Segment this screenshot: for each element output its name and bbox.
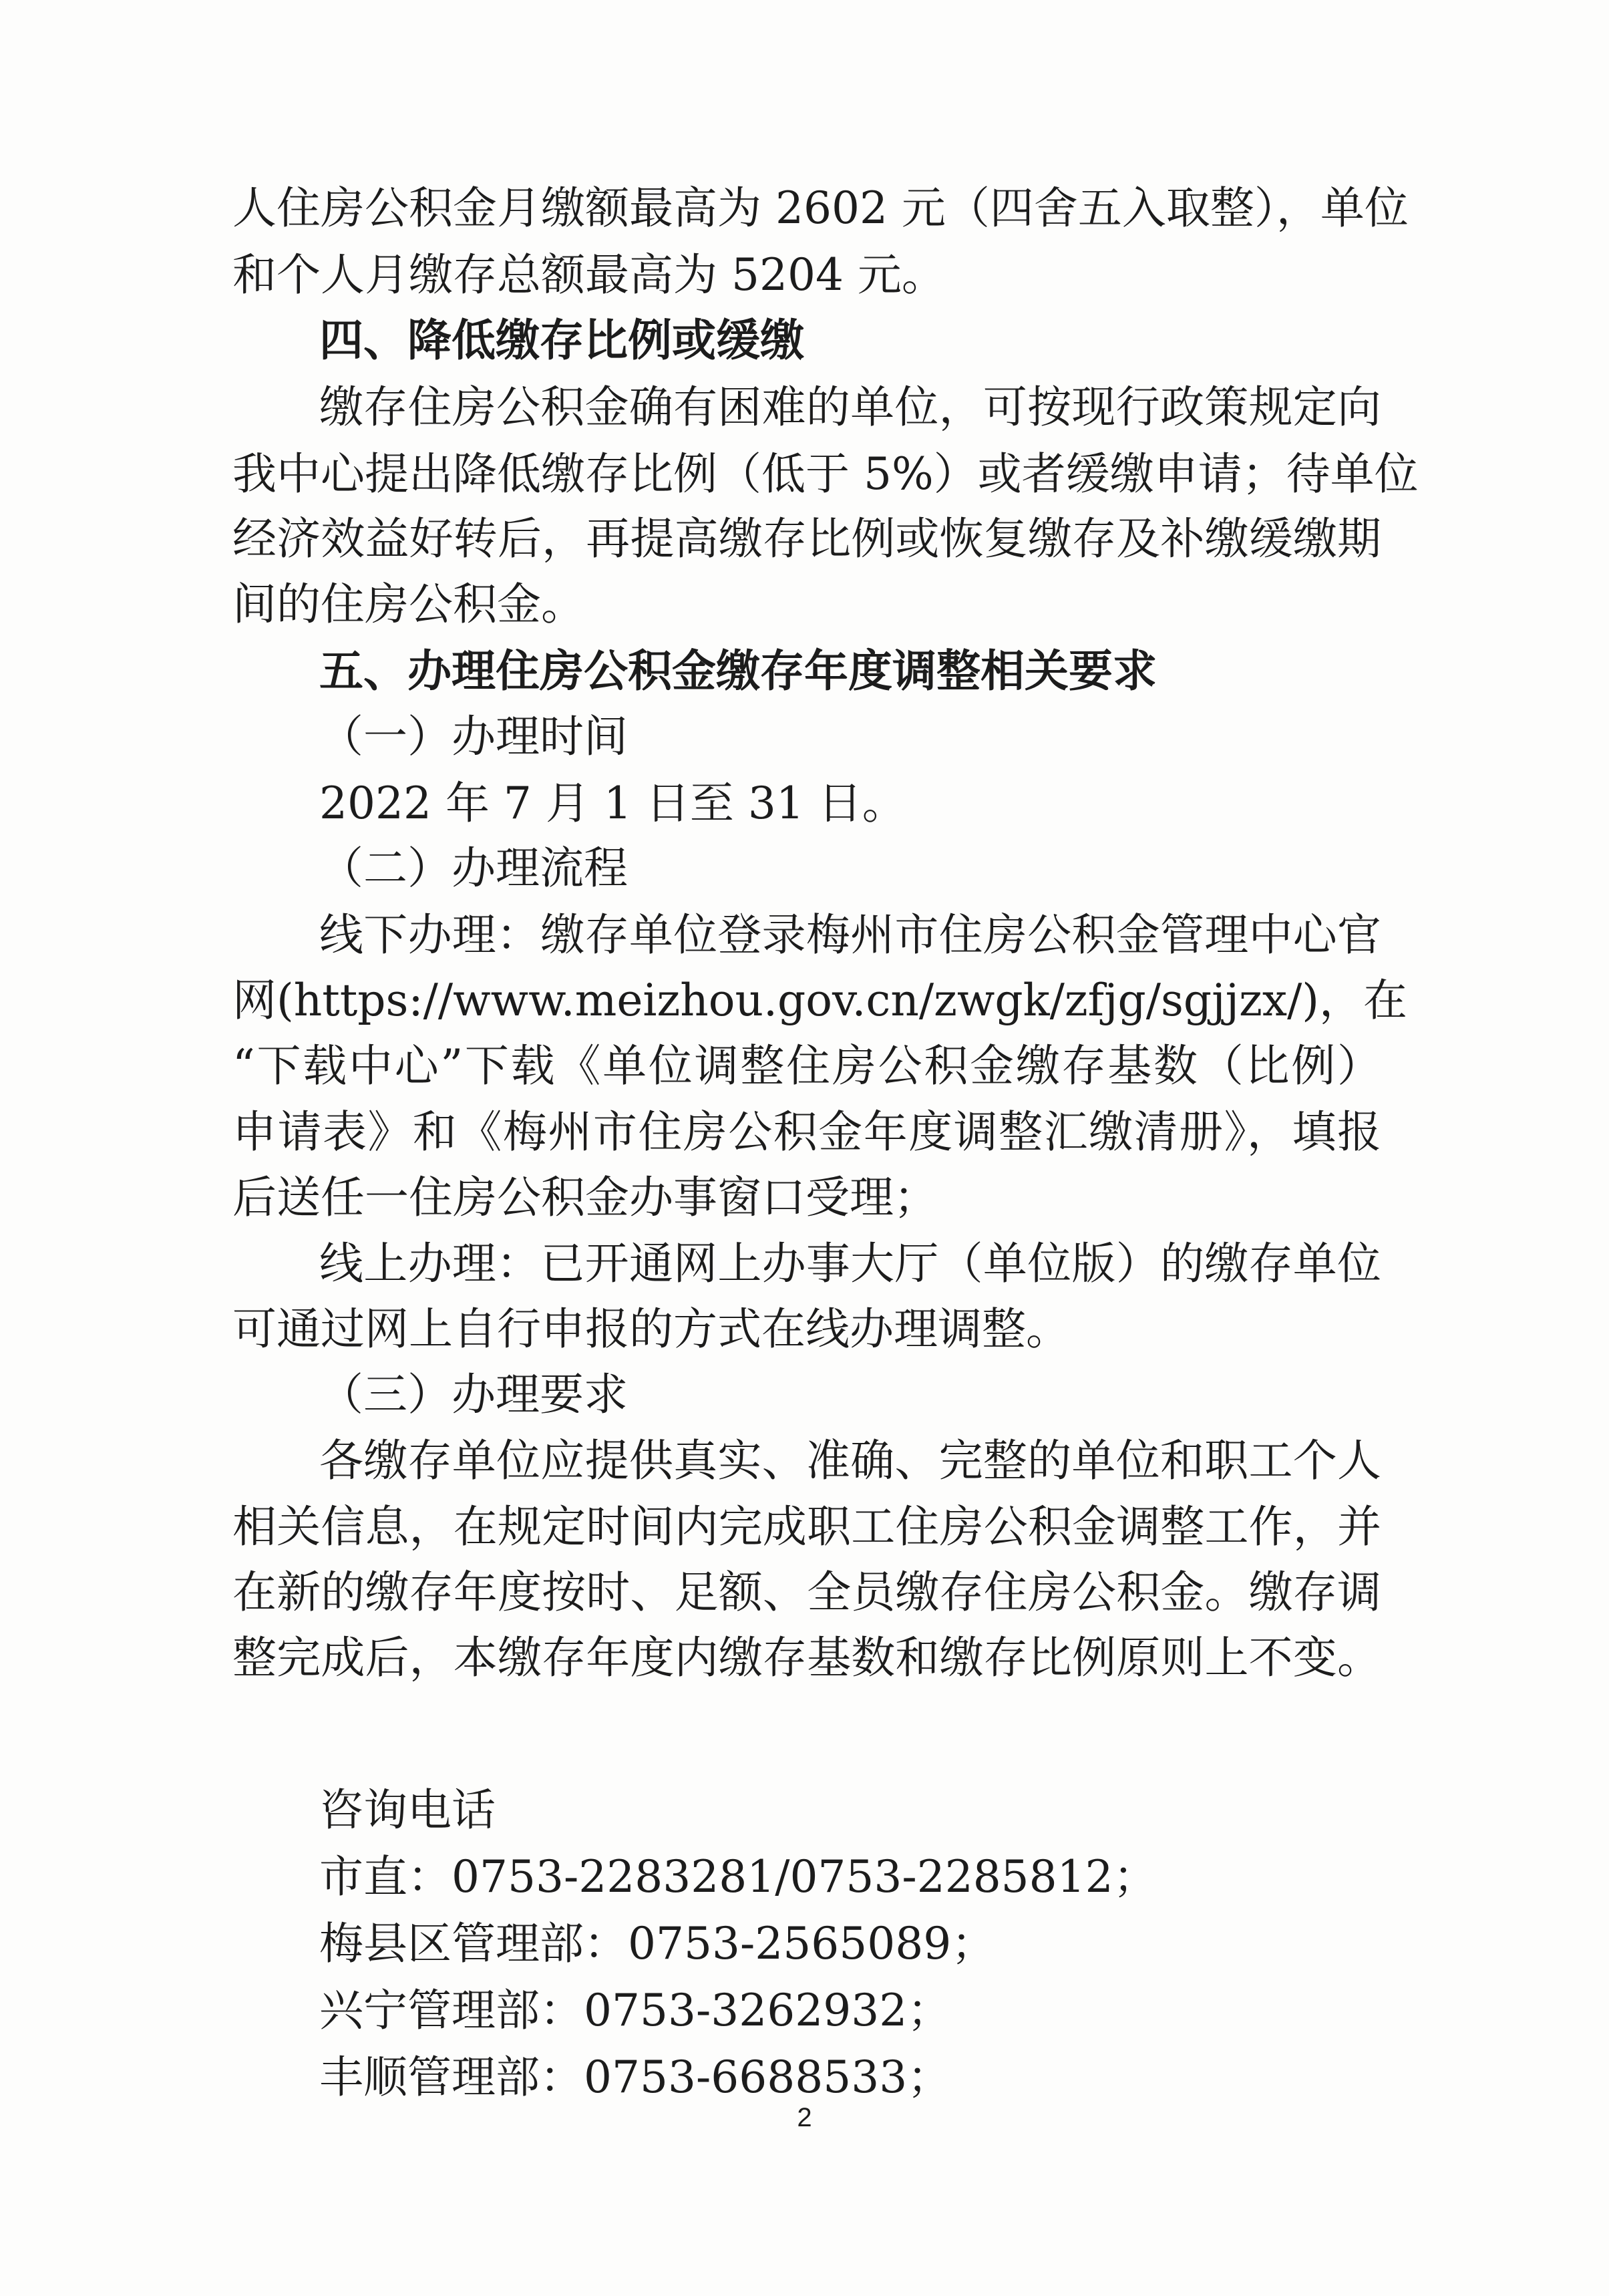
page-number: 2 [797, 2103, 812, 2132]
paragraph-line: 缴存住房公积金确有困难的单位，可按现行政策规定向 [319, 381, 1381, 433]
subheading-process: （二）办理流程 [319, 842, 628, 894]
paragraph-line: 各缴存单位应提供真实、准确、完整的单位和职工个人 [319, 1435, 1381, 1486]
paragraph-line: 人住房公积金月缴额最高为 2602 元（四舍五入取整），单位 [232, 182, 1409, 234]
subheading-requirements: （三）办理要求 [319, 1369, 628, 1420]
section-heading-4: 四、降低缴存比例或缓缴 [319, 315, 804, 366]
paragraph-line: 经济效益好转后，再提高缴存比例或恢复缴存及补缴缓缴期 [232, 513, 1381, 564]
paragraph-line: 线下办理：缴存单位登录梅州市住房公积金管理中心官 [319, 909, 1381, 961]
subheading-time: （一）办理时间 [319, 711, 628, 762]
paragraph-line: 整完成后，本缴存年度内缴存基数和缴存比例原则上不变。 [232, 1632, 1381, 1683]
paragraph-line: 2022 年 7 月 1 日至 31 日。 [319, 778, 906, 829]
contact-meixian: 梅县区管理部：0753-2565089； [319, 1918, 996, 1969]
paragraph-line: 可通过网上自行申报的方式在线办理调整。 [232, 1303, 1070, 1355]
paragraph-line: 间的住房公积金。 [232, 579, 585, 630]
paragraph-line: 和个人月缴存总额最高为 5204 元。 [232, 249, 946, 301]
contact-title: 咨询电话 [319, 1784, 496, 1836]
paragraph-line: 相关信息，在规定时间内完成职工住房公积金调整工作，并 [232, 1501, 1381, 1552]
paragraph-line: 网(https://www.meizhou.gov.cn/zwgk/zfjg/sgjjzx/)，在 [232, 975, 1408, 1026]
section-heading-5: 五、办理住房公积金缴存年度调整相关要求 [319, 645, 1157, 697]
paragraph-line: 我中心提出降低缴存比例（低于 5%）或者缓缴申请；待单位 [232, 448, 1419, 500]
contact-shizhi: 市直：0753-2283281/0753-2285812； [319, 1851, 1157, 1903]
contact-fengshun: 丰顺管理部：0753-6688533； [319, 2052, 952, 2103]
paragraph-line: 申请表》和《梅州市住房公积金年度调整汇缴清册》，填报 [232, 1106, 1381, 1158]
paragraph-line: 在新的缴存年度按时、足额、全员缴存住房公积金。缴存调 [232, 1567, 1381, 1618]
paragraph-line: 线上办理：已开通网上办事大厅（单位版）的缴存单位 [319, 1238, 1381, 1289]
paragraph-line: 后送任一住房公积金办事窗口受理； [232, 1172, 938, 1223]
contact-xingning: 兴宁管理部：0753-3262932； [319, 1985, 952, 2036]
paragraph-line: “下载中心”下载《单位调整住房公积金缴存基数（比例） [232, 1040, 1381, 1092]
